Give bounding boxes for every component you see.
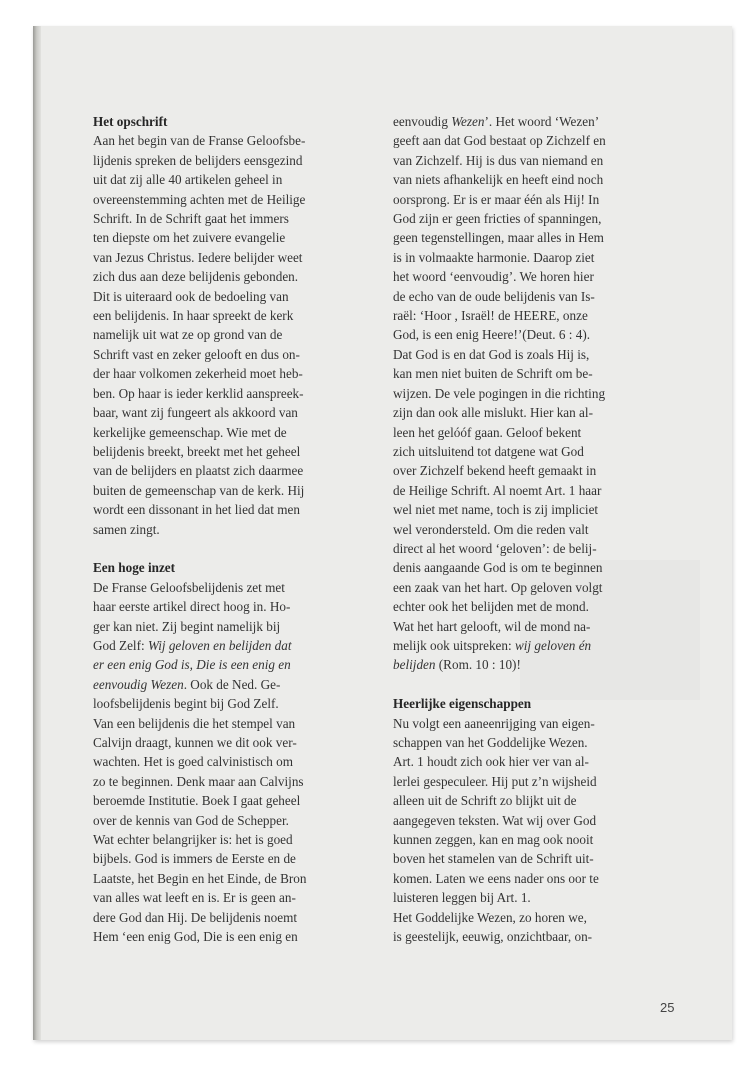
italic-quote: Wij geloven en belijden dat <box>147 637 292 653</box>
italic-quote: er een enig God is, Die is een enig en <box>93 657 291 673</box>
text-line: Dit is uiteraard ook de bedoeling van <box>93 288 289 304</box>
text-line: belijdenis breekt, breekt met het geheel <box>93 443 301 459</box>
text-line: de echo van de oude belijdenis van Is- <box>393 288 595 304</box>
text-line: Van een belijdenis die het stempel van <box>93 715 296 731</box>
text-line <box>93 675 371 694</box>
text-line: God, is een enig Heere!’(Deut. 6 : 4). <box>393 327 591 343</box>
text-line: van Jezus Christus. Iedere belijder weet <box>93 249 303 265</box>
text-line: God zijn er geen fricties of spanningen, <box>393 211 602 227</box>
text-line: luisteren leggen bij Art. 1. <box>393 890 531 906</box>
text-line: lerlei gespeculeer. Hij put z’n wijsheid <box>393 773 597 789</box>
text-run: melijk ook uitspreken: <box>393 637 515 653</box>
paragraph-het-opschrift <box>93 131 371 539</box>
text-line: zo te beginnen. Denk maar aan Calvijns <box>93 773 304 789</box>
text-line: lijdenis spreken de belijders eensgezind <box>93 152 303 168</box>
text-line: ben. Op haar is ieder kerklid aanspreek- <box>93 385 304 401</box>
text-run: ’. Het woord ‘Wezen’ <box>484 114 600 129</box>
text-line: Laatste, het Begin en het Einde, de Bron <box>93 870 307 886</box>
text-line: over de kennis van God de Schepper. <box>93 812 289 828</box>
text-line: Wat het hart gelooft, wil de mond na- <box>393 618 591 634</box>
text-run: . Ook de Ned. Ge- <box>183 676 281 692</box>
paragraph-continued <box>393 112 671 675</box>
text-line: Calvijn draagt, kunnen we dit ook ver- <box>93 734 297 750</box>
left-text-column <box>93 112 371 946</box>
text-line: wel verondersteld. Om die reden valt <box>393 521 589 537</box>
italic-quote: eenvoudig Wezen <box>93 676 184 692</box>
text-line: alleen uit de Schrift zo blijkt uit de <box>393 793 577 809</box>
text-line: Art. 1 houdt zich ook hier ver van al- <box>393 754 589 770</box>
text-line: direct al het woord ‘geloven’: de belij- <box>393 540 597 556</box>
text-line: ten diepste om het zuivere evangelie <box>93 230 286 246</box>
italic-quote: wij geloven én <box>514 637 592 653</box>
text-line: haar eerste artikel direct hoog in. Ho- <box>93 599 291 615</box>
text-line: bijbels. God is immers de Eerste en de <box>93 851 296 867</box>
text-line: samen zingt. <box>93 521 160 537</box>
text-line: wordt een dissonant in het lied dat men <box>93 502 300 518</box>
text-line: van Zichzelf. Hij is dus van niemand en <box>393 152 604 168</box>
text-line: komen. Laten we eens nader ons oor te <box>393 870 599 886</box>
text-line: geen tegenstellingen, maar alles in Hem <box>393 230 604 246</box>
text-line: namelijk uit wat ze op grond van de <box>93 327 283 343</box>
text-line: echter ook het belijden met de mond. <box>393 599 589 615</box>
text-run: God Zelf: <box>93 637 148 653</box>
text-line: zich dus aan deze belijdenis gebonden. <box>93 269 299 285</box>
text-line: loofsbelijdenis begint bij God Zelf. <box>93 696 279 712</box>
text-line: geeft aan dat God bestaat op Zichzelf en <box>393 133 606 149</box>
italic-quote: Wezen <box>451 114 485 129</box>
text-line: raël: ‘Hoor , Israël! de HEERE, onze <box>393 308 588 324</box>
text-line: uit dat zij alle 40 artikelen geheel in <box>93 172 283 188</box>
text-line: zich uitsluitend tot datgene wat God <box>393 443 584 459</box>
paragraph-gap <box>393 675 671 694</box>
text-line: van niets afhankelijk en heeft eind noch <box>393 172 604 188</box>
text-line: zijn dan ook alle mislukt. Hier kan al- <box>393 405 593 421</box>
text-run: (Rom. 10 : 10)! <box>435 657 521 673</box>
text-line: Nu volgt een aaneenrijging van eigen- <box>393 715 595 731</box>
text-line: het woord ‘eenvoudig’. We horen hier <box>393 269 594 285</box>
text-line: een belijdenis. In haar spreekt de kerk <box>93 308 294 324</box>
text-line: Dat God is en dat God is zoals Hij is, <box>393 346 590 362</box>
text-line: Schrift. In de Schrift gaat het immers <box>93 211 289 227</box>
text-line: baar, want zij fungeert als akkoord van <box>93 405 298 421</box>
text-line: aangegeven teksten. Wat wij over God <box>393 812 597 828</box>
right-text-column <box>393 112 671 946</box>
text-line: ger kan niet. Zij begint namelijk bij <box>93 618 281 634</box>
text-line: Wat echter belangrijker is: het is goed <box>93 832 293 848</box>
section-heading-een-hoge-inzet: Een hoge inzet <box>93 560 176 576</box>
text-line: een zaak van het hart. Op geloven volgt <box>393 579 603 595</box>
text-line: wijzen. De vele pogingen in die richting <box>393 385 606 401</box>
text-line: buiten de gemeenschap van de kerk. Hij <box>93 482 305 498</box>
text-line: leen het gelóóf gaan. Geloof bekent <box>393 424 582 440</box>
text-line: van alles wat leeft en is. Er is geen an- <box>93 890 296 906</box>
italic-quote: belijden <box>393 657 436 673</box>
text-line: is in volmaakte harmonie. Daarop ziet <box>393 249 595 265</box>
paragraph-gap <box>93 539 371 558</box>
text-line: wel niet met name, toch is zij impliciet <box>393 502 599 518</box>
section-heading-heerlijke-eigenschappen: Heerlijke eigenschappen <box>393 696 532 712</box>
paragraph-heerlijke-eigenschappen <box>393 714 671 947</box>
text-line: De Franse Geloofsbelijdenis zet met <box>93 579 285 595</box>
text-line: denis aangaande God is om te beginnen <box>393 560 603 576</box>
text-line: kerkelijke gemeenschap. Wie met de <box>93 424 287 440</box>
text-line: de Heilige Schrift. Al noemt Art. 1 haar <box>393 482 602 498</box>
text-line: over Zichzelf bekend heeft gemaakt in <box>393 463 597 479</box>
text-line: oorsprong. Er is er maar één als Hij! In <box>393 191 600 207</box>
paragraph-een-hoge-inzet <box>93 578 371 947</box>
text-line: Het Goddelijke Wezen, zo horen we, <box>393 909 587 925</box>
text-line: Aan het begin van de Franse Geloofsbe- <box>93 133 306 149</box>
text-line: van de belijders en plaatst zich daarmee <box>93 463 304 479</box>
text-line: wachten. Het is goed calvinistisch om <box>93 754 293 770</box>
text-line <box>93 636 371 655</box>
text-run: eenvoudig <box>393 114 452 129</box>
page-number: 25 <box>660 1000 675 1015</box>
text-line: beroemde Institutie. Boek I gaat geheel <box>93 793 301 809</box>
text-line <box>393 655 671 674</box>
text-line: is geestelijk, eeuwig, onzichtbaar, on- <box>393 929 593 945</box>
section-heading-het-opschrift: Het opschrift <box>93 114 168 129</box>
text-line: boven het stamelen van de Schrift uit- <box>393 851 594 867</box>
text-line: Hem ‘een enig God, Die is een enig en <box>93 929 298 945</box>
text-line <box>393 112 671 131</box>
text-line <box>393 636 671 655</box>
text-line: schappen van het Goddelijke Wezen. <box>393 734 588 750</box>
text-line: dere God dan Hij. De belijdenis noemt <box>93 909 297 925</box>
book-spine-shadow <box>33 26 41 1040</box>
text-line: overeenstemming achten met de Heilige <box>93 191 306 207</box>
text-line: Schrift vast en zeker gelooft en dus on- <box>93 346 300 362</box>
text-line: der haar volkomen zekerheid moet heb- <box>93 366 303 382</box>
text-line <box>93 655 371 674</box>
text-line: kunnen zeggen, kan en mag ook nooit <box>393 832 594 848</box>
text-line: kan men niet buiten de Schrift om be- <box>393 366 593 382</box>
